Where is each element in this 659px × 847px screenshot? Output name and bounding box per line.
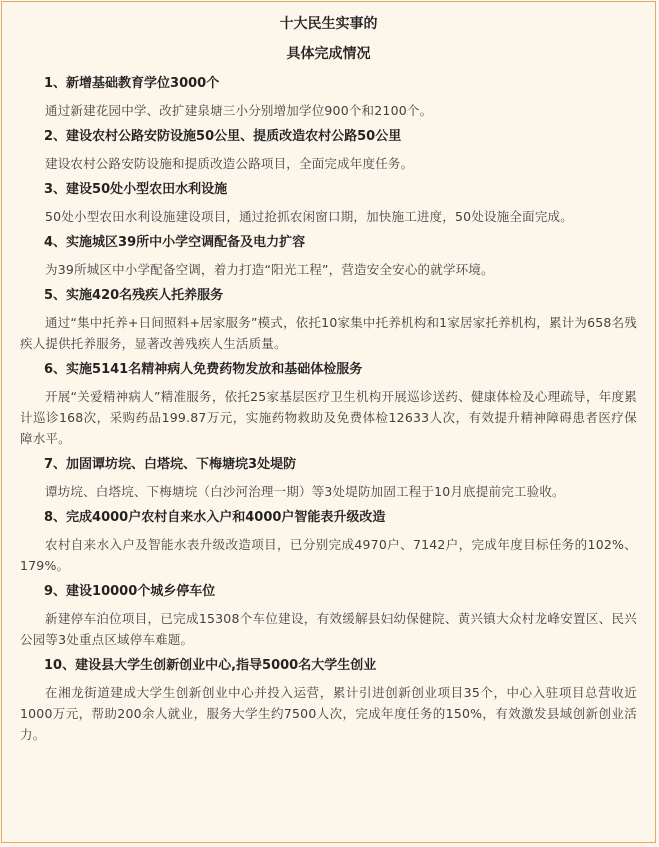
- list-item: [20, 584, 637, 650]
- list-item: [20, 288, 637, 354]
- document-title-line-1: 十大民生实事的: [279, 16, 378, 32]
- item-description: 谭坊垸、白塔垸、下梅塘垸（白沙河治理一期）等3处堤防加固工程于10月底提前完工验收。: [45, 484, 565, 499]
- item-heading: 10、建设县大学生创新创业中心,指导5000名大学生创业: [44, 658, 377, 673]
- item-description: 通过“集中托养+日间照料+居家服务”模式，依托10家集中托养机构和1家居家托养机构，累计为658名残疾人提供托养服务，显著改善残疾人生活质量。: [20, 315, 637, 351]
- list-item: [20, 235, 637, 280]
- item-description: 50处小型农田水利设施建设项目，通过抢抓农闲窗口期，加快施工进度，50处设施全面完成。: [45, 209, 573, 224]
- item-description: 通过新建花园中学、改扩建泉塘三小分别增加学位900个和2100个。: [45, 103, 433, 118]
- document-title-line-2: 具体完成情况: [286, 46, 371, 62]
- item-heading: 5、实施420名残疾人托养服务: [44, 288, 224, 303]
- list-item: [20, 457, 637, 502]
- item-description: 农村自来水入户及智能水表升级改造项目，已分别完成4970户、7142户，完成年度目标任务的102%、179%。: [20, 537, 637, 573]
- item-description: 建设农村公路安防设施和提质改造公路项目，全面完成年度任务。: [45, 156, 414, 171]
- item-description: 在湘龙街道建成大学生创新创业中心并投入运营，累计引进创新创业项目35个，中心入驻项目总营收近1000万元，帮助200余人就业，服务大学生约7500人次，完成年度任务的150%，有效激发县域创新创业活力。: [20, 685, 637, 742]
- document-frame: [1, 1, 656, 843]
- list-item: [20, 362, 637, 449]
- item-heading: 2、建设农村公路安防设施50公里、提质改造农村公路50公里: [44, 129, 402, 144]
- item-heading: 9、建设10000个城乡停车位: [44, 584, 216, 599]
- list-item: [20, 182, 637, 227]
- item-description: 开展“关爱精神病人”精准服务，依托25家基层医疗卫生机构开展巡诊送药、健康体检及心理疏导，年度累计巡诊168次，采购药品199.87万元，实施药物救助及免费体检12633人次，有效提升精神障碍患者医疗保障水平。: [20, 389, 637, 446]
- item-heading: 1、新增基础教育学位3000个: [44, 76, 220, 91]
- list-item: [20, 129, 637, 174]
- item-heading: 3、建设50处小型农田水利设施: [44, 182, 228, 197]
- list-item: [20, 658, 637, 745]
- list-item: [20, 76, 637, 121]
- item-heading: 7、加固谭坊垸、白塔垸、下梅塘垸3处堤防: [44, 457, 297, 472]
- item-description: 新建停车泊位项目，已完成15308个车位建设，有效缓解县妇幼保健院、黄兴镇大众村龙峰安置区、民兴公园等3处重点区域停车难题。: [20, 611, 637, 647]
- item-list: [2, 62, 655, 745]
- item-heading: 4、实施城区39所中小学空调配备及电力扩容: [44, 235, 306, 250]
- item-description: 为39所城区中小学配备空调，着力打造“阳光工程”，营造安全安心的就学环境。: [45, 262, 494, 277]
- item-heading: 8、完成4000户农村自来水入户和4000户智能表升级改造: [44, 510, 386, 525]
- item-heading: 6、实施5141名精神病人免费药物发放和基础体检服务: [44, 362, 363, 377]
- list-item: [20, 510, 637, 576]
